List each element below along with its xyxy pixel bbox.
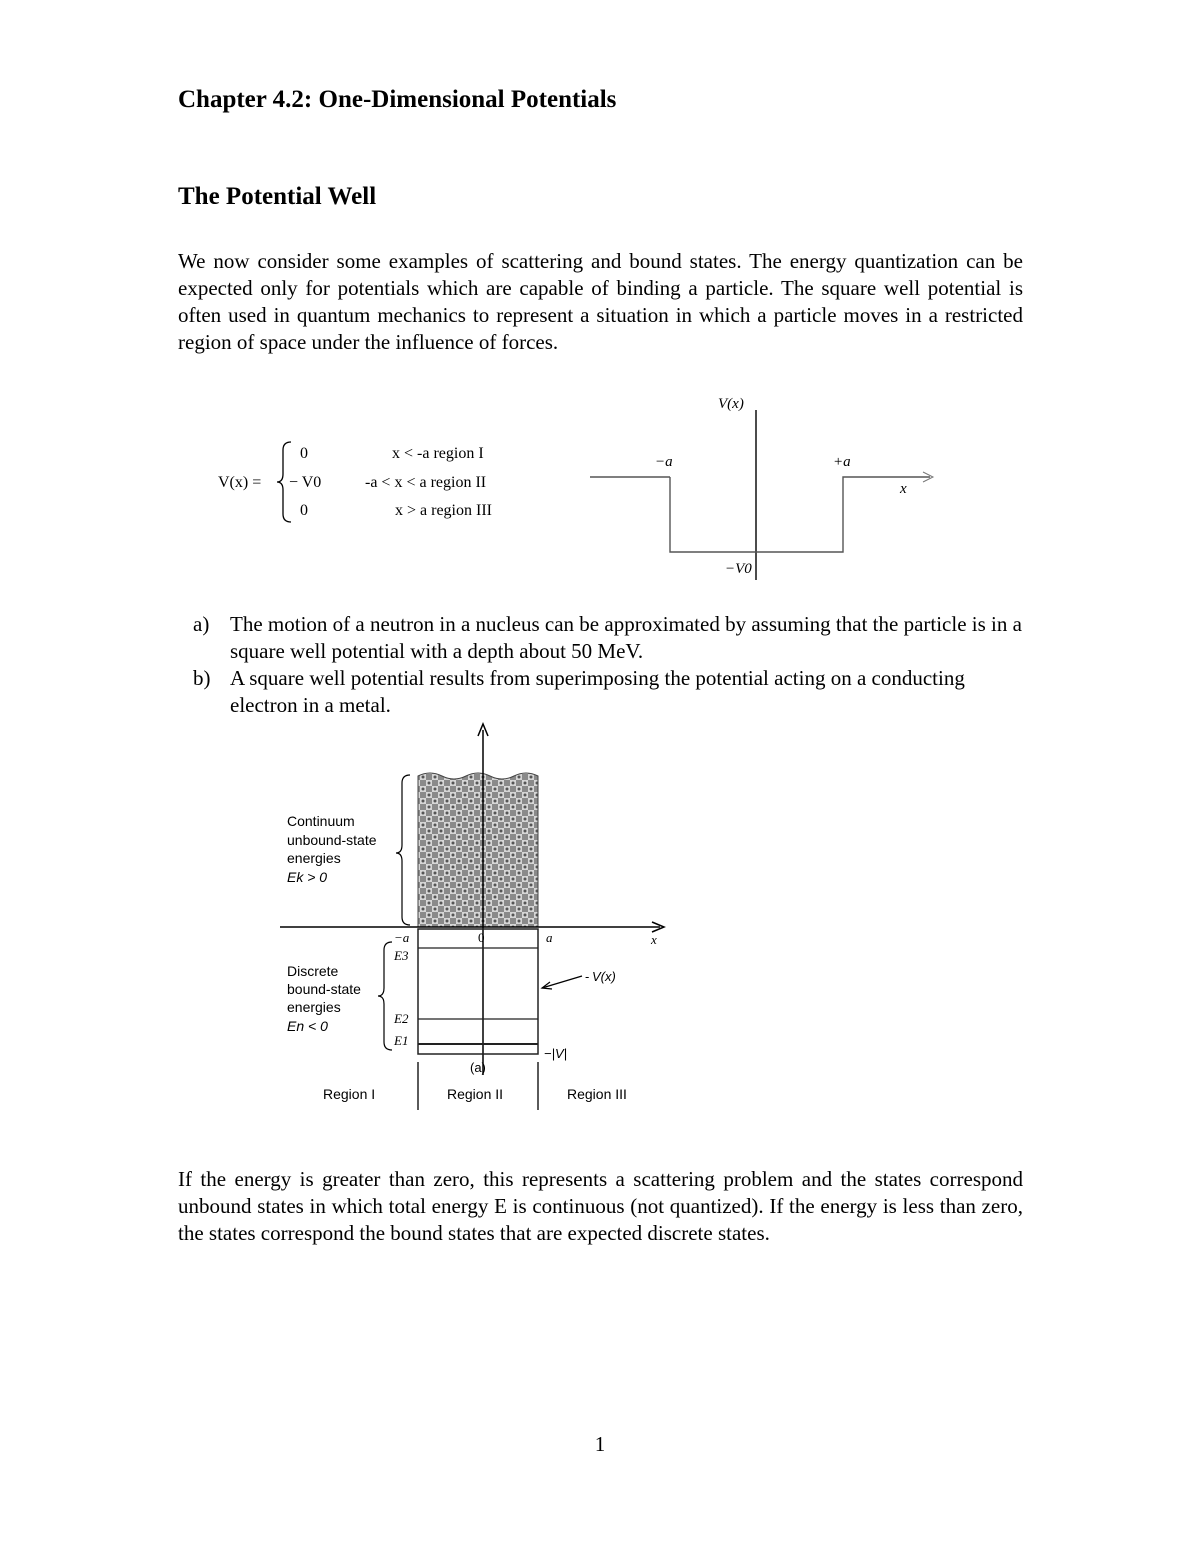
continuum-label-line-4: Ek > 0: [287, 869, 328, 885]
section-title: The Potential Well: [178, 183, 377, 210]
potential-label: V(x): [592, 969, 616, 984]
discrete-label-line-4: En < 0: [287, 1018, 328, 1034]
tick-a: a: [546, 930, 553, 945]
equation-row-1-condition: x < -a region I: [392, 445, 484, 462]
x-axis-label: x: [651, 932, 657, 947]
discrete-label-line-3: energies: [287, 999, 341, 1015]
intro-paragraph: We now consider some examples of scattering and bound states. The energy quantization can be expected only for potentials which are capable of binding a particle. The square well potential is often used in quantum mechanics to represent a situation in which a particle moves in a restricted region of space under the influence of forces.: [178, 249, 1023, 354]
equation-row-3-condition: x > a region III: [395, 502, 492, 519]
tick-zero: 0: [478, 930, 485, 945]
well-right-edge-label: +a: [833, 454, 851, 470]
continuum-label-line-2: unbound-state: [287, 832, 377, 848]
list-item: [193, 665, 1023, 719]
level-e3-label: E3: [394, 948, 409, 963]
energy-level-diagram: [270, 720, 690, 1120]
well-x-label: x: [900, 481, 907, 497]
continuum-shaded-region: [418, 773, 538, 927]
discrete-label-line-1: Discrete: [287, 963, 339, 979]
continuum-label-line-1: Continuum: [287, 813, 355, 829]
list-item: [193, 611, 1023, 665]
examples-list: [193, 611, 1023, 719]
region-1-label: Region I: [323, 1086, 376, 1102]
equation-lhs: V(x) =: [218, 474, 262, 491]
region-3-label: Region III: [567, 1086, 627, 1102]
list-marker: a): [193, 612, 210, 636]
discrete-label-line-2: bound-state: [287, 981, 361, 997]
equation-row-1-value: 0: [300, 445, 308, 462]
equation-row-2-condition: -a < x < a region II: [365, 474, 487, 491]
continuum-brace-icon: [396, 775, 410, 925]
depth-label: −|V|: [544, 1046, 568, 1061]
chapter-title: Chapter 4.2: One-Dimensional Potentials: [178, 86, 617, 113]
list-item-text: A square well potential results from superimposing the potential acting on a conducting electron in a metal.: [230, 666, 965, 717]
list-marker: b): [193, 666, 211, 690]
well-y-label: V(x): [718, 396, 744, 412]
region-2-label: Region II: [447, 1086, 504, 1102]
discrete-brace-icon: [378, 942, 392, 1050]
continuum-label-line-3: energies: [287, 850, 341, 866]
square-well-diagram: [590, 390, 950, 590]
potential-pointer-line: [542, 976, 582, 988]
list-item-text: The motion of a neutron in a nucleus can be approximated by assuming that the particle is in a square well potential with a depth about 50 MeV.: [230, 612, 1022, 663]
dash-mark: -: [585, 969, 590, 984]
panel-label: (a): [470, 1060, 486, 1075]
page-number: 1: [594, 1432, 606, 1456]
final-paragraph: If the energy is greater than zero, this represents a scattering problem and the states correspond unbound states in which total energy E is continuous (not quantized). If the energy is less than zero, the states correspond the bound states that are expected discrete states.: [178, 1167, 1023, 1245]
well-left-edge-label: −a: [655, 454, 673, 470]
equation-row-3-value: 0: [300, 502, 308, 519]
tick-minus-a: −a: [394, 930, 410, 945]
well-outline: [670, 477, 930, 552]
well-depth-label: −V0: [725, 561, 752, 577]
level-e1-label: E1: [394, 1033, 409, 1048]
equation-row-2-value: − V0: [289, 474, 322, 491]
level-e2-label: E2: [394, 1011, 409, 1026]
potential-equation: [205, 440, 545, 530]
